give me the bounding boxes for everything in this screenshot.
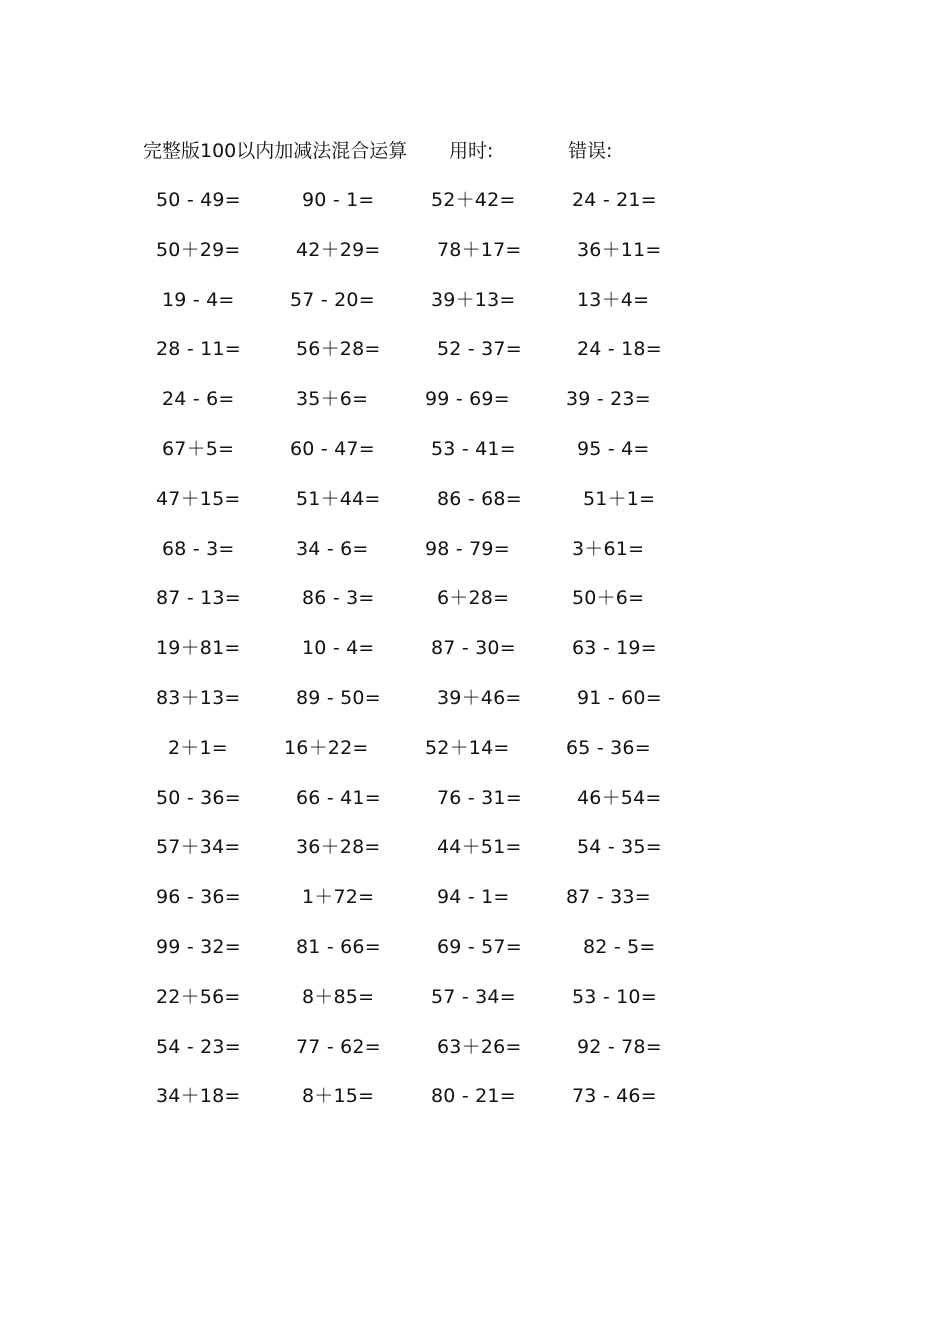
math-problem: 51＋1= [583, 488, 656, 510]
math-problem: 69 - 57= [437, 936, 522, 958]
math-problem: 8＋15= [302, 1085, 375, 1107]
math-problem: 78＋17= [437, 239, 522, 261]
math-problem: 60 - 47= [290, 438, 375, 460]
math-problem: 82 - 5= [583, 936, 656, 958]
math-problem: 50＋6= [572, 587, 645, 609]
math-problem: 2＋1= [168, 737, 228, 759]
math-problem: 39＋13= [431, 289, 516, 311]
math-problem: 68 - 3= [162, 538, 235, 560]
math-problem: 50 - 49= [156, 189, 241, 211]
math-problem: 22＋56= [156, 986, 241, 1008]
math-problem: 73 - 46= [572, 1085, 657, 1107]
math-problem: 39＋46= [437, 687, 522, 709]
math-problem: 19 - 4= [162, 289, 235, 311]
math-problem: 53 - 41= [431, 438, 516, 460]
math-problem: 6＋28= [437, 587, 510, 609]
math-problem: 8＋85= [302, 986, 375, 1008]
math-problem: 42＋29= [296, 239, 381, 261]
math-problem: 13＋4= [577, 289, 650, 311]
math-problem: 10 - 4= [302, 637, 375, 659]
math-problem: 46＋54= [577, 787, 662, 809]
math-problem: 86 - 68= [437, 488, 522, 510]
math-problem: 39 - 23= [566, 388, 651, 410]
math-problem: 50＋29= [156, 239, 241, 261]
math-problem: 54 - 35= [577, 836, 662, 858]
math-problem: 44＋51= [437, 836, 522, 858]
math-problem: 35＋6= [296, 388, 369, 410]
worksheet-title: 完整版100以内加减法混合运算 [143, 140, 408, 162]
math-problem: 34 - 6= [296, 538, 369, 560]
math-problem: 34＋18= [156, 1085, 241, 1107]
math-problem: 89 - 50= [296, 687, 381, 709]
math-problem: 54 - 23= [156, 1036, 241, 1058]
math-problem: 3＋61= [572, 538, 645, 560]
math-problem: 24 - 18= [577, 338, 662, 360]
math-problem: 66 - 41= [296, 787, 381, 809]
math-problem: 63 - 19= [572, 637, 657, 659]
math-problem: 67＋5= [162, 438, 235, 460]
math-problem: 95 - 4= [577, 438, 650, 460]
math-problem: 52＋42= [431, 189, 516, 211]
math-problem: 63＋26= [437, 1036, 522, 1058]
math-problem: 51＋44= [296, 488, 381, 510]
math-problem: 52 - 37= [437, 338, 522, 360]
math-problem: 57＋34= [156, 836, 241, 858]
math-problem: 56＋28= [296, 338, 381, 360]
math-problem: 36＋28= [296, 836, 381, 858]
math-problem: 80 - 21= [431, 1085, 516, 1107]
math-problem: 87 - 33= [566, 886, 651, 908]
math-problem: 87 - 13= [156, 587, 241, 609]
math-problem: 16＋22= [284, 737, 369, 759]
math-problem: 57 - 34= [431, 986, 516, 1008]
math-problem: 36＋11= [577, 239, 662, 261]
math-problem: 47＋15= [156, 488, 241, 510]
math-problem: 57 - 20= [290, 289, 375, 311]
math-problem: 96 - 36= [156, 886, 241, 908]
math-problem: 65 - 36= [566, 737, 651, 759]
math-problem: 99 - 69= [425, 388, 510, 410]
math-problem: 24 - 6= [162, 388, 235, 410]
math-problem: 99 - 32= [156, 936, 241, 958]
math-problem: 19＋81= [156, 637, 241, 659]
math-problem: 24 - 21= [572, 189, 657, 211]
error-count-label: 错误: [568, 140, 613, 162]
math-problem: 28 - 11= [156, 338, 241, 360]
math-problem: 81 - 66= [296, 936, 381, 958]
math-problem: 77 - 62= [296, 1036, 381, 1058]
math-problem: 86 - 3= [302, 587, 375, 609]
math-problem: 98 - 79= [425, 538, 510, 560]
math-problem: 1＋72= [302, 886, 375, 908]
math-problem: 83＋13= [156, 687, 241, 709]
math-problem: 90 - 1= [302, 189, 375, 211]
math-problem: 76 - 31= [437, 787, 522, 809]
math-problem: 52＋14= [425, 737, 510, 759]
math-problem: 87 - 30= [431, 637, 516, 659]
math-problem: 91 - 60= [577, 687, 662, 709]
math-problem: 94 - 1= [437, 886, 510, 908]
math-problem: 92 - 78= [577, 1036, 662, 1058]
time-used-label: 用时: [449, 140, 494, 162]
math-problem: 53 - 10= [572, 986, 657, 1008]
math-problem: 50 - 36= [156, 787, 241, 809]
